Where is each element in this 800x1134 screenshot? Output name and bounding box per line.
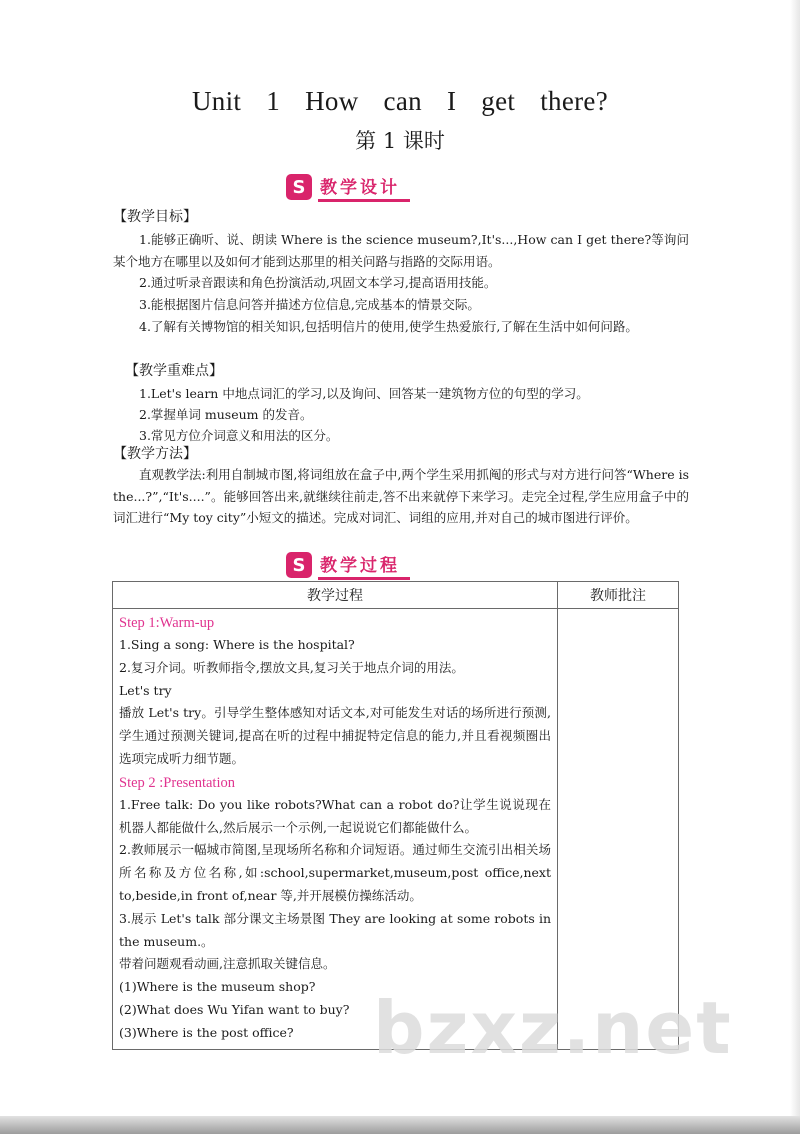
- step-line: Let's try: [119, 682, 172, 698]
- objective-item: 3.能根据图片信息问答并描述方位信息,完成基本的情景交际。: [139, 297, 480, 312]
- design-banner-text: 教学设计: [318, 173, 410, 202]
- bottom-scroll-bar: [0, 1116, 800, 1134]
- methods-text: 直观教学法:利用自制城市图,将词组放在盒子中,两个学生采用抓阄的形式与对方进行问答“Where is the...?”,“It's....”。能够回答出来,就继续往前走,答不出来就停下来学习。走完全过程,学生应用盒子中的词汇进行“My toy city”小短文的描述。完成对词汇、词组的应用,并对自己的城市图进行评价。: [113, 467, 689, 525]
- step-line: (3)Where is the post office?: [119, 1024, 294, 1040]
- step-line: 2.教师展示一幅城市简图,呈现场所名称和介词短语。通过师生交流引出相关场所名称及方位名称,如:school,supermarket,museum,post office,next to,beside,in front of,near 等,并开展模仿操练活动。: [119, 842, 551, 903]
- step-title: Step 2 :Presentation: [119, 774, 235, 791]
- col-header-process: 教学过程: [113, 582, 558, 609]
- lesson-subtitle: 第 1 课时: [355, 129, 445, 153]
- s-logo-icon: S: [286, 174, 312, 200]
- step-line: 3.展示 Let's talk 部分课文主场景图 They are looking at some robots in the museum.。: [119, 910, 551, 949]
- process-table: [112, 581, 679, 1050]
- step-line: 带着问题观看动画,注意抓取关键信息。: [119, 956, 336, 972]
- key-points-heading: 【教学重难点】: [125, 363, 223, 379]
- objective-item: 1.能够正确听、说、朗读 Where is the science museum?,It's...,How can I get there?等询问某个地方在哪里以及如何才能到达那里的相关问路与指路的交际用语。: [113, 232, 689, 269]
- notes-cell: [558, 609, 679, 1050]
- step-line: (2)What does Wu Yifan want to buy?: [119, 1001, 350, 1017]
- key-point-item: 1.Let's learn 中地点词汇的学习,以及询问、回答某一建筑物方位的句型的学习。: [139, 386, 589, 401]
- key-point-item: 3.常见方位介词意义和用法的区分。: [139, 428, 339, 443]
- page-title: Unit 1 How can I get there?: [192, 86, 608, 116]
- objective-item: 2.通过听录音跟读和角色扮演活动,巩固文本学习,提高语用技能。: [139, 275, 497, 290]
- step-line: 播放 Let's try。引导学生整体感知对话文本,对可能发生对话的场所进行预测,学生通过预测关键词,提高在听的过程中捕捉特定信息的能力,并且看视频圈出选项完成听力细节题。: [119, 705, 551, 766]
- objective-item: 4.了解有关博物馆的相关知识,包括明信片的使用,使学生热爱旅行,了解在生活中如何问路。: [139, 319, 638, 334]
- step-line: 1.Free talk: Do you like robots?What can a robot do?让学生说说现在机器人都能做什么,然后展示一个示例,一起说说它们都能做什么。: [119, 796, 551, 835]
- page-edge-shadow: [790, 0, 800, 1116]
- process-banner-text: 教学过程: [318, 551, 410, 580]
- s-logo-icon: S: [286, 552, 312, 578]
- table-header-row: [113, 582, 679, 609]
- step-line: (1)Where is the museum shop?: [119, 979, 316, 995]
- key-point-item: 2.掌握单词 museum 的发音。: [139, 407, 313, 422]
- step-line: 1.Sing a song: Where is the hospital?: [119, 637, 355, 652]
- objectives-heading: 【教学目标】: [113, 209, 197, 225]
- step-line: 2.复习介词。听教师指令,摆放文具,复习关于地点介词的用法。: [119, 659, 464, 675]
- col-header-notes: 教师批注: [558, 582, 679, 609]
- methods-heading: 【教学方法】: [113, 446, 197, 462]
- step-title: Step 1:Warm-up: [119, 615, 215, 631]
- process-banner: [286, 551, 410, 579]
- table-row: [113, 609, 679, 1050]
- design-banner: [286, 173, 410, 201]
- process-cell: [113, 609, 558, 1050]
- watermark: bzxz.net: [373, 986, 733, 1070]
